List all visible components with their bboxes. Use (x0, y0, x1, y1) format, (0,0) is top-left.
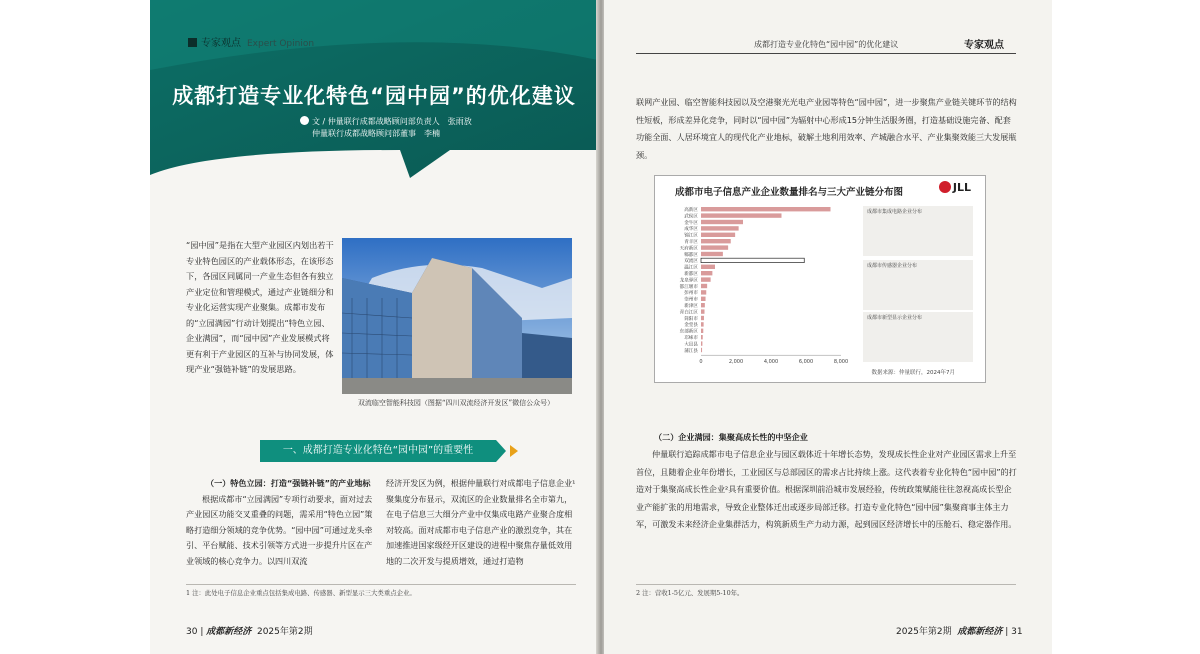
left-page (150, 0, 598, 654)
map-ic: 成都市集成电路企业分布 (863, 206, 973, 256)
bar (701, 316, 704, 320)
bar (701, 258, 804, 262)
column-1-text: 根据成都市“立园满园”专项行动要求，面对过去产业园区功能交叉重叠的问题，需采用“特色立园”策略打造细分领域的竞争优势。“园中园”可通过龙头牵引、平台赋能、技术引领等方式进一步提升片区在产业领域的核心竞争力。以四川双流 (186, 493, 373, 566)
footnote: 2 注：营收1-5亿元、发展期5-10年。 (636, 589, 744, 597)
category-label: 都江堰市 (679, 284, 698, 290)
bar (701, 335, 703, 339)
header-rule (636, 53, 1016, 54)
photo-caption: 双流临空智能科技园（图据“四川双流经济开发区”微信公众号） (357, 399, 555, 407)
chart-source: 数据来源：仲量联行，2024年7月 (871, 370, 955, 376)
category-label: 大邑县 (684, 342, 698, 348)
right-page (604, 0, 1052, 654)
category-label: 双流区 (684, 259, 698, 265)
x-tick-label: 8,000 (833, 359, 849, 366)
category-label: 青羊区 (684, 240, 698, 245)
category-label: 新都区 (684, 272, 698, 277)
bar (701, 322, 704, 326)
author-icon (300, 116, 309, 125)
bar (701, 226, 739, 230)
sub-heading: （二）企业满园：集聚高成长性的中坚企业 (654, 432, 808, 442)
category-label: 天府新区 (679, 246, 698, 252)
category-label: 金堂县 (684, 323, 698, 329)
map-display: 成都市新型显示企业分布 (863, 312, 973, 362)
running-head: 成都打造专业化特色“园中园”的优化建议 (754, 40, 899, 49)
intro-paragraph: “园中园”是指在大型产业园区内划出若干专业特色园区的产业载体形态，在该形态下，各园区同属同一产业生态但各有独立产业定位和管理模式，通过产业链细分和专业化运营实现产业聚集。成都市发布的“立园满园”行动计划提出“特色立园、企业满园”，而“园中园”产业发展模式将更有利于产业园区的互补与协同发展，体现产业“强链补链”的发展思路。 (186, 240, 334, 374)
x-tick-label: 2,000 (728, 359, 744, 366)
orange-triangle-icon (510, 445, 518, 457)
page-folio: 2025年第2期 成都新经济 | 31 (896, 627, 1023, 637)
title-banner (150, 0, 598, 180)
category-label: 金牛区 (684, 220, 698, 226)
chart-title: 成都市电子信息产业企业数量排名与三大产业链分布图 (675, 187, 904, 198)
category-label: 东部新区 (679, 329, 698, 335)
category-label: 锦江区 (684, 233, 698, 239)
building-photo (342, 238, 572, 394)
bar (701, 329, 703, 333)
category-label: 简阳市 (684, 316, 698, 322)
bar (701, 271, 712, 275)
bar (701, 207, 831, 211)
bar (701, 341, 702, 345)
bar (701, 233, 735, 237)
byline: 文 / 仲量联行成都战略顾问部负责人 张雨放 仲量联行成都战略顾问部董事 李楠 (300, 116, 472, 140)
column-2: 经济开发区为例，根据仲量联行对成都电子信息企业¹聚集度分布显示，双流区的企业数量排名全市第九，在电子信息三大细分产业中仅集成电路产业聚合度相对较高。面对成都市电子信息产业的激烈竞争，其在加速推进国家级经开区建设的进程中聚焦存量低效用地的二次开发与提质增效，通过打造物 (386, 478, 576, 566)
page-folio: 30 | 成都新经济 2025年第2期 (186, 627, 313, 637)
bar-chart (661, 198, 871, 378)
category-label: 蒲江县 (684, 348, 698, 354)
bar (701, 252, 723, 256)
jll-logo: JLL (939, 181, 971, 194)
bar (701, 277, 711, 281)
x-tick-label: 0 (699, 359, 703, 366)
footnote: 1 注：此处电子信息企业重点包括集成电路、传感器、新型显示三大类重点企业。 (186, 589, 416, 597)
category-label: 温江区 (684, 265, 698, 271)
category-label: 邛崃市 (684, 336, 698, 341)
section-tag: 专家观点 (964, 40, 1004, 51)
x-tick-label: 6,000 (798, 359, 814, 366)
category-label: 崇州市 (684, 297, 698, 303)
bar (701, 290, 706, 294)
category-label: 新津区 (684, 304, 698, 309)
category-label: 成华区 (684, 227, 698, 233)
bar (701, 284, 707, 288)
category-label: 彭州市 (684, 291, 698, 297)
sub-heading: （一）特色立园：打造“强链补链”的产业地标 (206, 478, 371, 488)
article-title: 成都打造专业化特色“园中园”的优化建议 (172, 84, 576, 108)
map-sensor: 成都市传感器企业分布 (863, 260, 973, 310)
bar (701, 245, 728, 249)
bar (701, 265, 715, 269)
chart-figure (654, 175, 986, 383)
section-mark-icon (188, 38, 197, 47)
x-tick-label: 4,000 (763, 359, 779, 366)
paragraph-top: 联网产业园、临空智能科技园以及空港聚光光电产业园等特色“园中园”，进一步聚焦产业链关键环节的结构性短板，形成差异化竞争，同时以“园中园”为辐射中心形成15分钟生活服务圈，打造基础设施完备、配套功能全面、人居环境宜人的现代化产业地标，破解土地利用效率、产城融合水平、产业集聚效能三大发展瓶颈。 (636, 97, 1017, 160)
section-heading-arrow (496, 440, 506, 462)
bar (701, 297, 706, 301)
section-tag: 专家观点 Expert Opinion (188, 34, 314, 49)
jll-logo-icon (939, 181, 951, 193)
column-1 (186, 476, 376, 570)
category-label: 高新区 (684, 208, 698, 213)
bar (701, 348, 702, 352)
bar (701, 220, 743, 224)
category-label: 青白江区 (679, 310, 698, 316)
section-heading: 一、成都打造专业化特色“园中园”的重要性 (260, 440, 496, 462)
category-label: 郫都区 (684, 252, 698, 258)
bar (701, 309, 705, 313)
category-label: 龙泉驿区 (679, 278, 698, 284)
bar (701, 213, 782, 217)
category-label: 武侯区 (684, 214, 698, 220)
bar (701, 303, 705, 307)
paragraph-bottom: 仲量联行追踪成都市电子信息企业与园区载体近十年增长态势，发现成长性企业对产业园区需求上升至首位，且随着企业年份增长，工业园区与总部园区的需求占比持续上涨。这代表着专业化特色“园中园”的打造对于集聚高成长性企业²具有重要价值。根据深圳前沿城市发展经验，传统政策赋能往往忽视高成长型企业产能扩张的用地需求，导致企业整体迁出或逐步局部迁移。打造专业化特色“园中园”集聚商事主体主力军，可激发未来经济企业集群活力，构筑新质生产力动力源，起到园区经济增长中的压舱石、稳定器作用。 (636, 449, 1017, 529)
footnote-rule (186, 584, 576, 585)
bar (701, 239, 731, 243)
footnote-rule (636, 584, 1016, 585)
